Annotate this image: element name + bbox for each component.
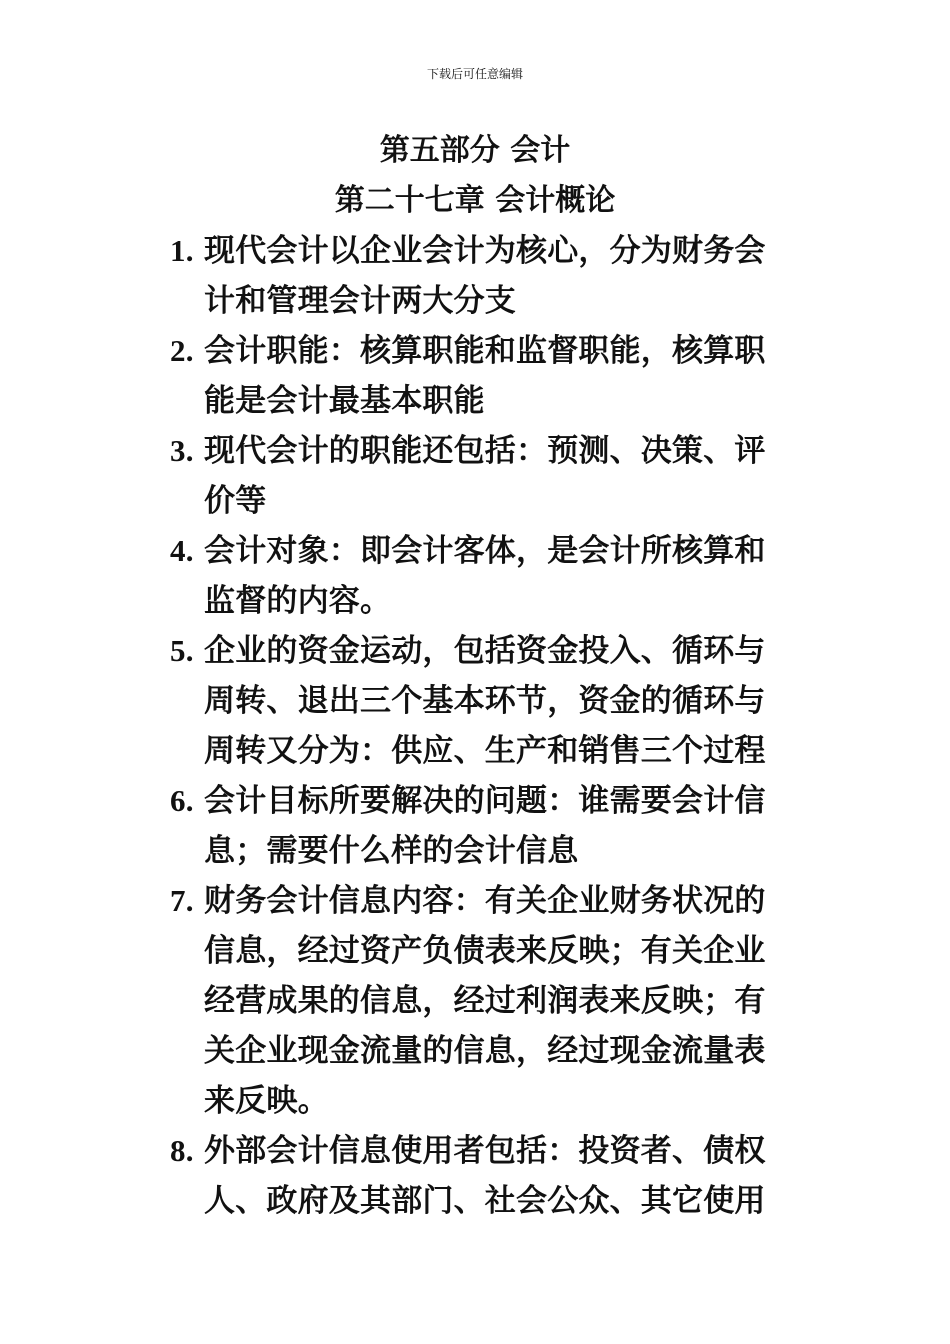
item-number: 4.	[170, 533, 194, 568]
item-number: 6.	[170, 783, 194, 818]
item-number: 2.	[170, 333, 194, 368]
item-number: 7.	[170, 883, 194, 918]
item-text-line: 人、政府及其部门、社会公众、其它使用	[204, 1183, 766, 1219]
list-item	[170, 526, 810, 626]
chapter-title: 第二十七章 会计概论	[334, 183, 616, 218]
list-item	[170, 776, 810, 876]
item-text-line: 会计对象：即会计客体，是会计所核算和	[204, 533, 766, 569]
item-text-line: 财务会计信息内容：有关企业财务状况的	[204, 883, 766, 919]
item-text-line: 周转、退出三个基本环节，资金的循环与	[204, 683, 766, 719]
item-text-line: 信息，经过资产负债表来反映；有关企业	[204, 933, 766, 969]
item-number: 8.	[170, 1133, 194, 1168]
numbered-list	[170, 226, 810, 1226]
page-header-note: 下载后可任意编辑	[426, 67, 523, 81]
item-text-line: 企业的资金运动，包括资金投入、循环与	[204, 633, 766, 669]
part-title: 第五部分 会计	[379, 133, 571, 168]
item-text-line: 现代会计的职能还包括：预测、决策、评	[204, 433, 766, 469]
item-number: 3.	[170, 433, 194, 468]
list-item	[170, 326, 810, 426]
list-item	[170, 626, 810, 776]
item-text-line: 现代会计以企业会计为核心，分为财务会	[204, 233, 766, 269]
item-text-line: 关企业现金流量的信息，经过现金流量表	[204, 1033, 766, 1069]
item-text-line: 外部会计信息使用者包括：投资者、债权	[204, 1133, 766, 1169]
item-text-line: 价等	[204, 483, 267, 519]
list-item	[170, 426, 810, 526]
item-text-line: 息；需要什么样的会计信息	[204, 833, 579, 869]
list-item	[170, 1126, 810, 1226]
item-text-line: 会计目标所要解决的问题：谁需要会计信	[204, 783, 766, 819]
item-text-line: 经营成果的信息，经过利润表来反映；有	[204, 983, 766, 1019]
list-item	[170, 226, 810, 326]
list-item	[170, 876, 810, 1126]
item-number: 1.	[170, 233, 194, 268]
item-text-line: 能是会计最基本职能	[204, 383, 485, 419]
item-text-line: 周转又分为：供应、生产和销售三个过程	[204, 733, 766, 769]
item-text-line: 来反映。	[204, 1083, 329, 1119]
item-number: 5.	[170, 633, 194, 668]
item-text-line: 计和管理会计两大分支	[204, 283, 516, 319]
item-text-line: 监督的内容。	[204, 583, 392, 619]
item-text-line: 会计职能：核算职能和监督职能，核算职	[204, 333, 766, 369]
